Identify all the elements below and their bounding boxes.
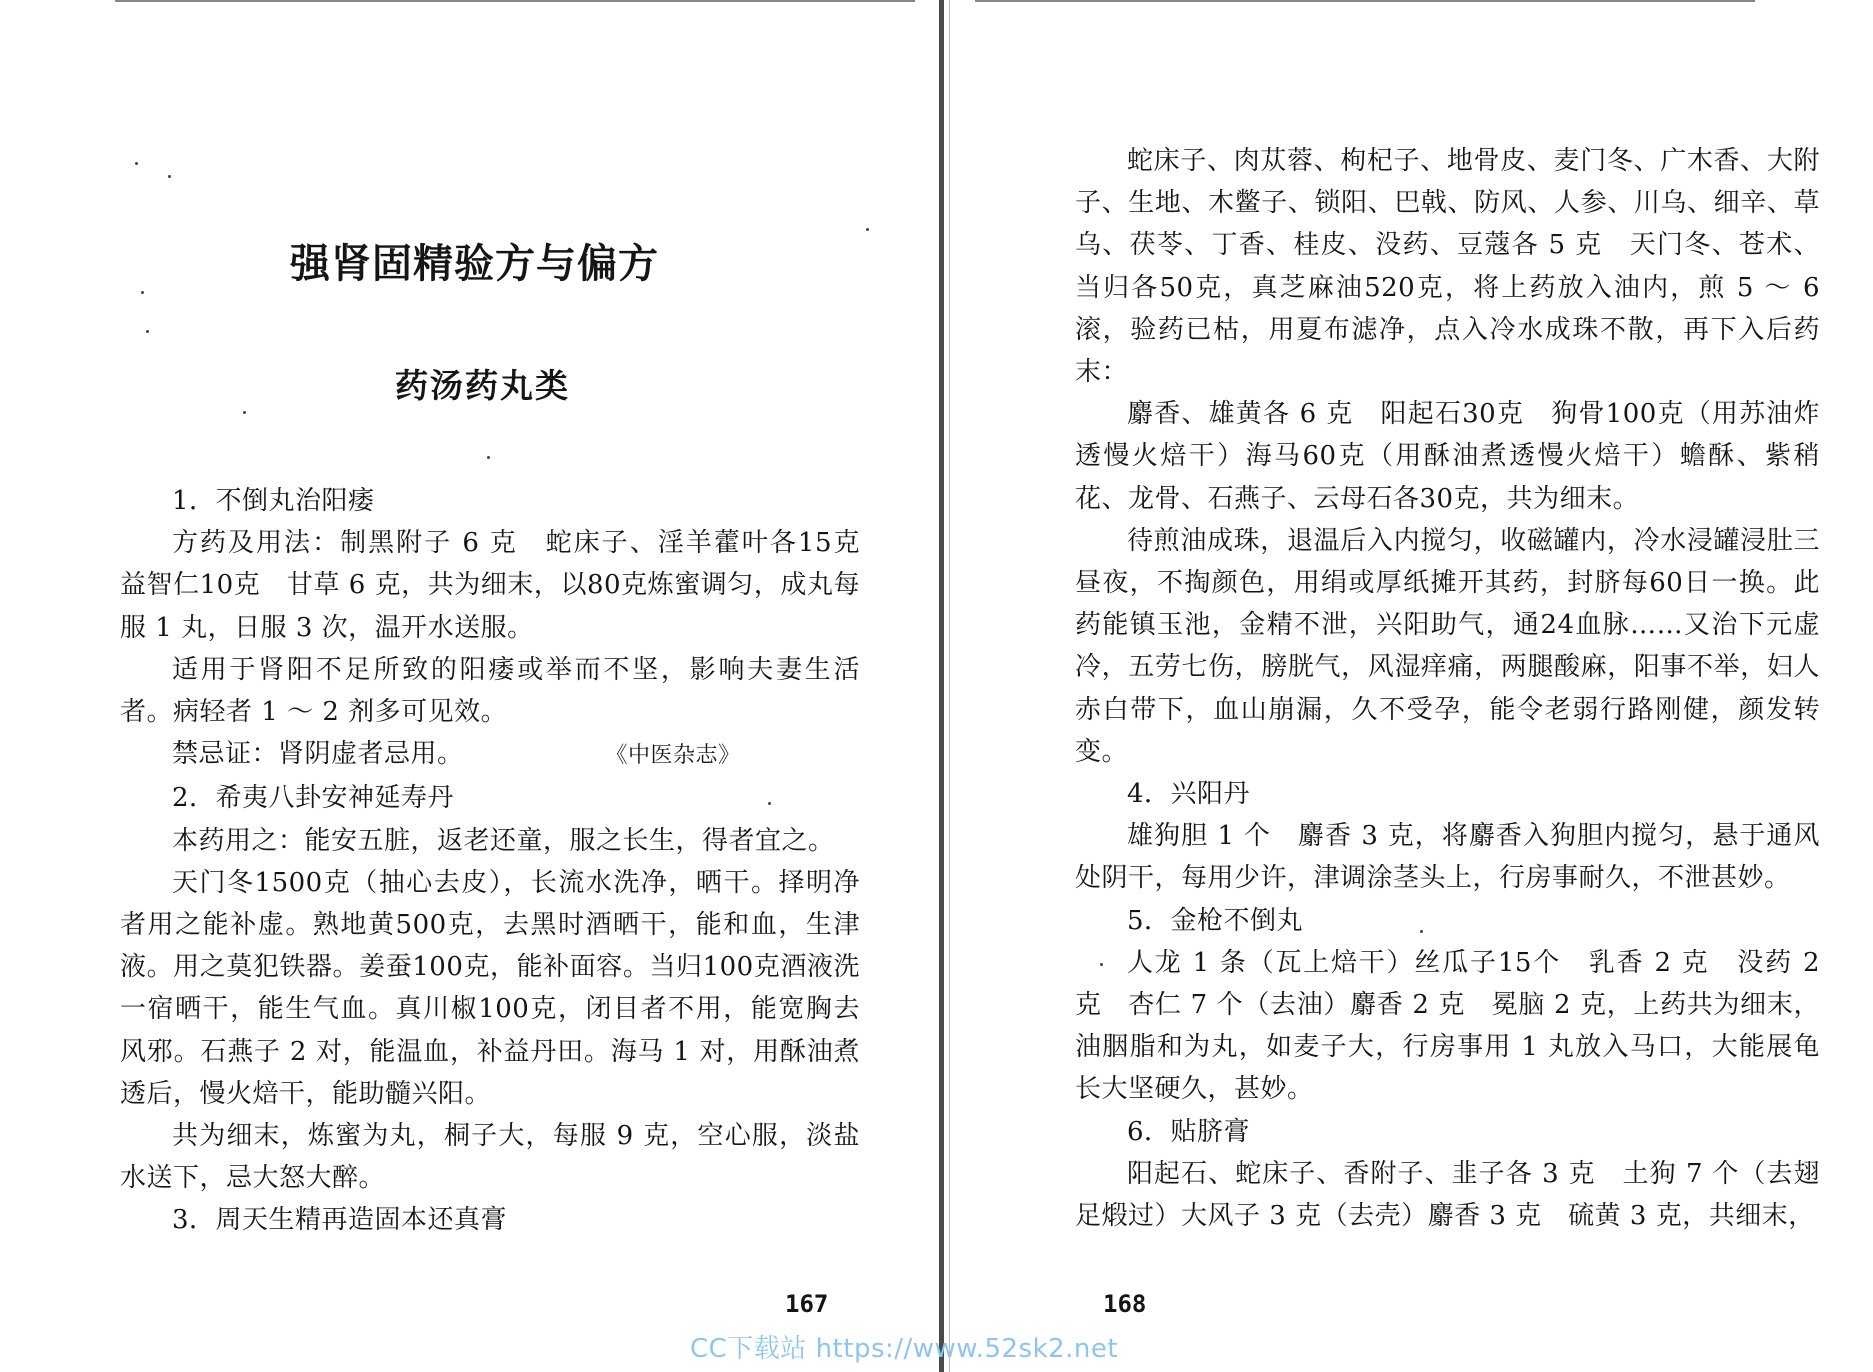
body-paragraph: 人龙 1 条（瓦上焙干）丝瓜子15个 乳香 2 克 没药 2 克 杏仁 7 个（去油）麝香 2 克 冕脑 2 克，上药共为细末，油胭脂和为丸，如麦子大，行房事用 1 丸放入马口，大能展龟长大坚硬久，甚妙。 [1075,947,1820,1105]
body-paragraph: 禁忌证：肾阴虚者忌用。 《中医杂志》 [120,733,860,777]
page-number-left: 167 [785,1290,829,1318]
body-paragraph: 雄狗胆 1 个 麝香 3 克，将麝香入狗胆内搅匀，悬于通风处阴干，每用少许，津调涂茎头上，行房事耐久，不泄甚妙。 [1075,821,1820,894]
recipe-heading: 4．兴阳丹 [1127,779,1251,810]
scan-speck [146,330,149,333]
book-gutter [939,0,944,1372]
body-paragraph: 蛇床子、肉苁蓉、枸杞子、地骨皮、麦门冬、广木香、大附子、生地、木鳖子、锁阳、巴戟、防风、人参、川乌、细辛、草乌、茯苓、丁香、桂皮、没药、豆蔻各 5 克 天门冬、苍术、当归各50克，真芝麻油520克，将上药放入油内，煎 5 ～ 6 滚，验药已枯，用夏布滤净，点入冷水成珠不散，再下入后药末： [1075,146,1820,388]
scan-speck [487,456,490,459]
body-paragraph: 待煎油成珠，退温后入内搅匀，收磁罐内，冷水浸罐浸肚三昼夜，不掏颜色，用绢或厚纸摊开其药，封脐每60日一换。此药能镇玉池，金精不泄，兴阳助气，通24血脉……又治下元虚冷，五劳七伤，膀胱气，风湿痒痛，两腿酸麻，阳事不举，妇人赤白带下，血山崩漏，久不受孕，能令老弱行路刚健，颜发转变。 [1075,525,1820,767]
right-page [955,0,1873,1372]
body-paragraph: 天门冬1500克（抽心去皮），长流水洗净，晒干。择明净者用之能补虚。熟地黄500克，去黑时酒晒干，能和血，生津液。用之莫犯铁器。姜蚕100克，能补面容。当归100克酒液洗一宿晒干，能生气血。真川椒100克，闭目者不用，能宽胸去风邪。石燕子 2 对，能温血，补益丹田。海马 1 对，用酥油煮透后，慢火焙干，能助髓兴阳。 [120,867,860,1109]
scan-speck [866,228,869,231]
body-paragraph: 阳起石、蛇床子、香附子、韭子各 3 克 土狗 7 个（去翅足煅过）大风子 3 克（去壳）麝香 3 克 硫黄 3 克，共细末， [1075,1158,1820,1232]
recipe-heading: 2．希夷八卦安神延寿丹 [172,783,455,814]
scan-speck [135,162,138,165]
body-paragraph: 麝香、雄黄各 6 克 阳起石30克 狗骨100克（用苏油炸透慢火焙干）海马60克（用酥油煮透慢火焙干）蟾酥、紫稍花、龙骨、石燕子、云母石各30克，共为细末。 [1075,399,1820,514]
book-gutter-edge [949,0,950,1372]
recipe-heading: 5．金枪不倒丸 [1127,905,1304,936]
site-watermark: CC下载站 https://www.52sk2.net [690,1334,1119,1364]
body-paragraph: 共为细末，炼蜜为丸，桐子大，每服 9 克，空心服，淡盐水送下，忌大怒大醉。 [120,1121,860,1194]
body-paragraph: 本药用之：能安五脏，返老还童，服之长生，得者宜之。 [172,825,835,856]
scan-speck [1420,930,1423,933]
body-paragraph: 方药及用法：制黑附子 6 克 蛇床子、淫羊藿叶各15克 益智仁10克 甘草 6 克，共为细末，以80克炼蜜调匀，成丸每服 1 丸，日服 3 次，温开水送服。 [120,528,887,643]
scan-speck [168,175,171,178]
right-page-body [1075,140,1820,1237]
recipe-heading: 1．不倒丸治阳痿 [172,486,375,516]
scan-speck [768,802,771,805]
scan-speck [243,411,246,414]
page-number-right: 168 [1103,1290,1147,1318]
book-title: 强肾固精验方与偏方 [290,240,659,287]
source-citation: 《中医杂志》 [605,743,741,769]
recipe-heading: 3．周天生精再造固本还真膏 [172,1205,508,1236]
scan-speck [1100,963,1103,966]
body-paragraph: 适用于肾阳不足所致的阳痿或举而不坚，影响夫妻生活者。病轻者 1 ～ 2 剂多可见效。 [120,654,860,728]
section-title: 药汤药丸类 [395,366,570,405]
left-page [0,0,935,1372]
recipe-heading: 6．贴脐膏 [1127,1116,1251,1147]
left-page-body [120,480,887,1242]
scan-speck [141,291,144,294]
